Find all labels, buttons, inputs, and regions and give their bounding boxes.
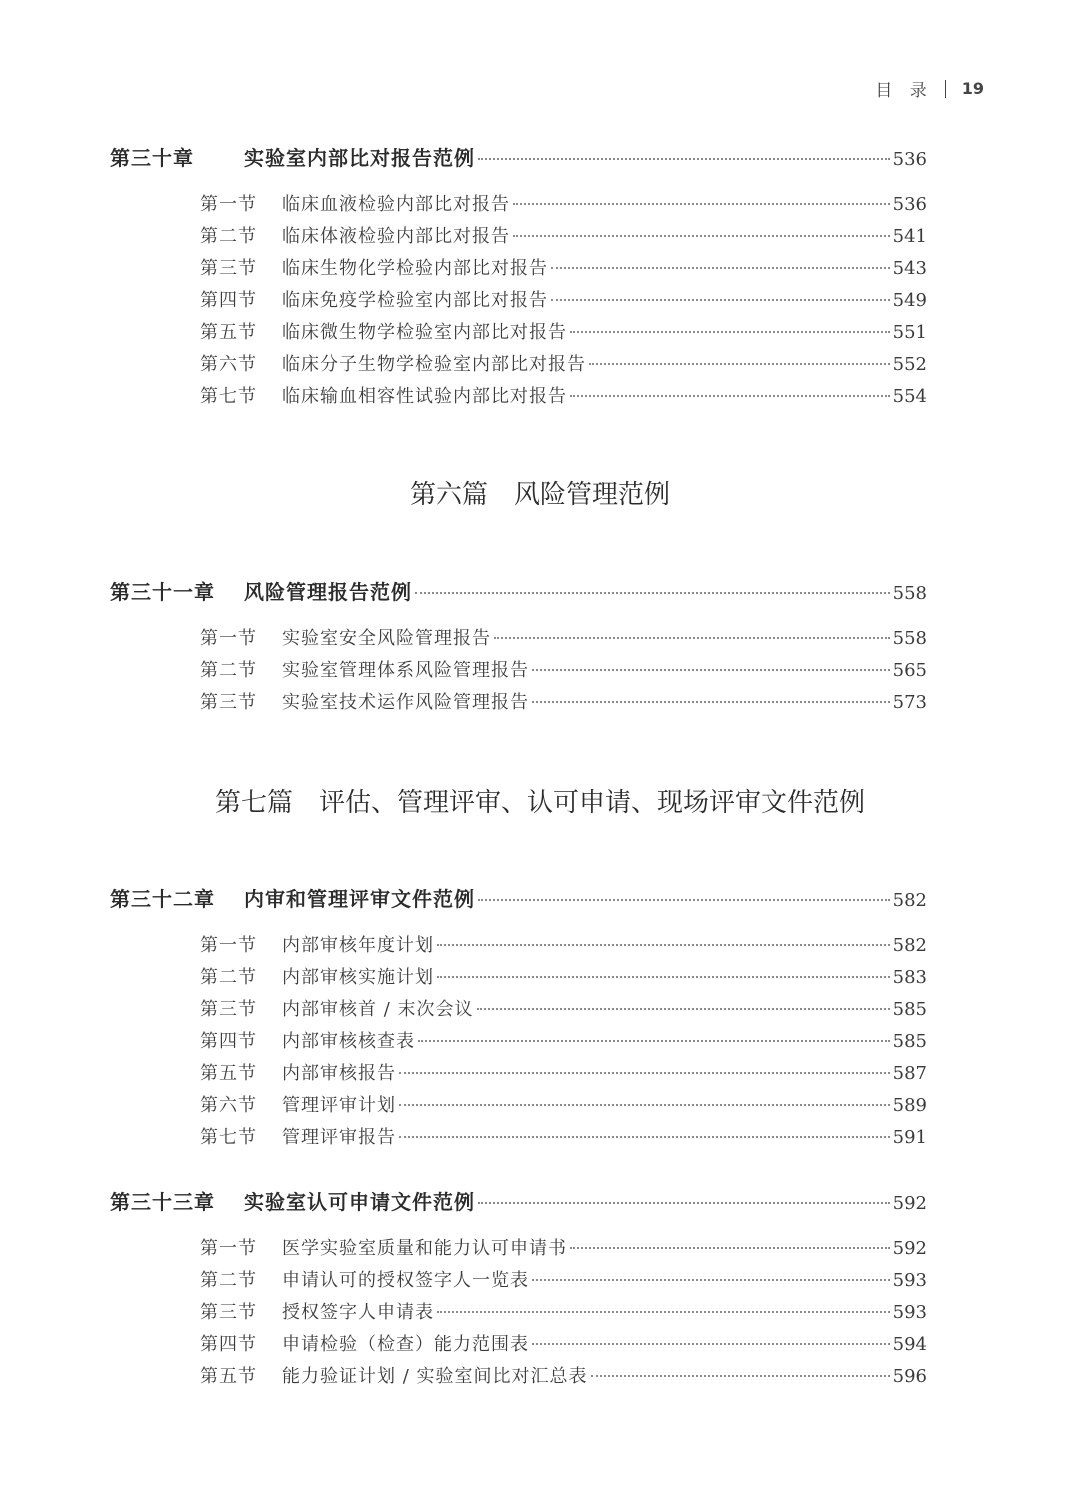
toc-section[interactable]: [200, 656, 927, 682]
leader-dots: [399, 1135, 890, 1138]
running-head-label: 目 录: [875, 81, 933, 101]
toc-section[interactable]: [200, 963, 927, 989]
toc-section[interactable]: [200, 1362, 927, 1388]
part-heading-7[interactable]: [0, 782, 1080, 819]
leader-dots: [570, 1246, 890, 1249]
section-number: 第五节: [200, 1063, 257, 1084]
toc-section[interactable]: [200, 318, 927, 344]
section-title: 实验室管理体系风险管理报告: [282, 660, 529, 681]
section-page: 582: [892, 935, 927, 956]
section-title: 临床体液检验内部比对报告: [282, 226, 510, 247]
section-number: 第二节: [200, 660, 257, 681]
leader-dots: [418, 1039, 890, 1042]
toc-section[interactable]: [200, 1266, 927, 1292]
section-number: 第五节: [200, 1366, 257, 1387]
section-page: 585: [892, 999, 927, 1020]
section-number: 第二节: [200, 967, 257, 988]
toc-section[interactable]: [200, 1123, 927, 1149]
section-page: 558: [892, 628, 927, 649]
section-number: 第四节: [200, 290, 257, 311]
section-title: 临床分子生物学检验室内部比对报告: [282, 354, 586, 375]
part-title: 风险管理范例: [514, 480, 671, 510]
leader-dots: [532, 700, 890, 703]
leader-dots: [589, 362, 890, 365]
toc-section[interactable]: [200, 1330, 927, 1356]
part-number: 第七篇: [214, 788, 293, 818]
part-number: 第六篇: [409, 480, 488, 510]
leader-dots: [591, 1374, 890, 1377]
toc-section[interactable]: [200, 931, 927, 957]
toc-section[interactable]: [200, 1298, 927, 1324]
leader-dots: [399, 1071, 890, 1074]
chapter-page: 536: [892, 149, 927, 170]
section-title: 临床血液检验内部比对报告: [282, 194, 510, 215]
leader-dots: [415, 591, 890, 594]
section-number: 第二节: [200, 226, 257, 247]
toc-section[interactable]: [200, 286, 927, 312]
section-number: 第四节: [200, 1031, 257, 1052]
toc-chapter-32[interactable]: [110, 883, 927, 912]
section-page: 536: [892, 194, 927, 215]
section-page: 543: [892, 258, 927, 279]
section-title: 内部审核核查表: [282, 1031, 415, 1052]
chapter-number: 第三十三章: [110, 1190, 215, 1214]
section-number: 第七节: [200, 1127, 257, 1148]
section-page: 573: [892, 692, 927, 713]
toc-section[interactable]: [200, 995, 927, 1021]
leader-dots: [437, 1310, 890, 1313]
chapter-title: 风险管理报告范例: [244, 580, 412, 604]
chapter-title: 内审和管理评审文件范例: [244, 887, 475, 911]
toc-chapter-33[interactable]: [110, 1186, 927, 1215]
section-number: 第三节: [200, 1302, 257, 1323]
leader-dots: [477, 1007, 890, 1010]
section-number: 第三节: [200, 692, 257, 713]
section-title: 管理评审计划: [282, 1095, 396, 1116]
section-page: 591: [892, 1127, 927, 1148]
section-page: 593: [892, 1270, 927, 1291]
section-title: 实验室技术运作风险管理报告: [282, 692, 529, 713]
leader-dots: [478, 1201, 890, 1204]
section-number: 第一节: [200, 935, 257, 956]
section-title: 实验室安全风险管理报告: [282, 628, 491, 649]
section-number: 第四节: [200, 1334, 257, 1355]
section-title: 内部审核实施计划: [282, 967, 434, 988]
chapter-number: 第三十一章: [110, 580, 215, 604]
leader-dots: [437, 975, 890, 978]
toc-section[interactable]: [200, 1059, 927, 1085]
section-page: 554: [892, 386, 927, 407]
section-page: 587: [892, 1063, 927, 1084]
section-page: 593: [892, 1302, 927, 1323]
running-head: [875, 76, 984, 101]
section-title: 申请认可的授权签字人一览表: [282, 1270, 529, 1291]
leader-dots: [494, 636, 890, 639]
toc-section[interactable]: [200, 1091, 927, 1117]
leader-dots: [478, 157, 890, 160]
section-number: 第六节: [200, 1095, 257, 1116]
chapter-page: 582: [892, 890, 927, 911]
toc-section[interactable]: [200, 382, 927, 408]
leader-dots: [437, 943, 890, 946]
section-title: 能力验证计划 / 实验室间比对汇总表: [282, 1366, 588, 1387]
section-number: 第七节: [200, 386, 257, 407]
section-number: 第二节: [200, 1270, 257, 1291]
section-number: 第五节: [200, 322, 257, 343]
toc-section[interactable]: [200, 624, 927, 650]
chapter-number: 第三十二章: [110, 887, 215, 911]
leader-dots: [551, 298, 890, 301]
toc-section[interactable]: [200, 1027, 927, 1053]
leader-dots: [551, 266, 890, 269]
chapter-title: 实验室认可申请文件范例: [244, 1190, 475, 1214]
toc-section[interactable]: [200, 254, 927, 280]
section-number: 第三节: [200, 999, 257, 1020]
section-title: 申请检验（检查）能力范围表: [282, 1334, 529, 1355]
section-title: 内部审核报告: [282, 1063, 396, 1084]
leader-dots: [399, 1103, 890, 1106]
toc-section[interactable]: [200, 350, 927, 376]
section-title: 临床微生物学检验室内部比对报告: [282, 322, 567, 343]
section-number: 第三节: [200, 258, 257, 279]
section-page: 585: [892, 1031, 927, 1052]
section-number: 第一节: [200, 1238, 257, 1259]
section-title: 医学实验室质量和能力认可申请书: [282, 1238, 567, 1259]
section-page: 592: [892, 1238, 927, 1259]
section-number: 第六节: [200, 354, 257, 375]
section-title: 内部审核首 / 末次会议: [282, 999, 474, 1020]
page-number: 19: [961, 79, 984, 98]
leader-dots: [513, 202, 890, 205]
leader-dots: [532, 1278, 890, 1281]
section-title: 临床输血相容性试验内部比对报告: [282, 386, 567, 407]
leader-dots: [532, 1342, 890, 1345]
leader-dots: [570, 394, 890, 397]
leader-dots: [513, 234, 890, 237]
toc-section[interactable]: [200, 688, 927, 714]
running-head-divider: [945, 80, 946, 98]
section-title: 管理评审报告: [282, 1127, 396, 1148]
leader-dots: [570, 330, 890, 333]
chapter-page: 592: [892, 1193, 927, 1214]
section-title: 临床生物化学检验内部比对报告: [282, 258, 548, 279]
toc-section[interactable]: [200, 222, 927, 248]
toc-chapter-30[interactable]: [110, 142, 927, 171]
toc-chapter-31[interactable]: [110, 576, 927, 605]
chapter-title: 实验室内部比对报告范例: [244, 146, 475, 170]
section-title: 授权签字人申请表: [282, 1302, 434, 1323]
part-heading-6[interactable]: [0, 474, 1080, 511]
section-title: 内部审核年度计划: [282, 935, 434, 956]
chapter-page: 558: [892, 583, 927, 604]
leader-dots: [532, 668, 890, 671]
section-page: 589: [892, 1095, 927, 1116]
part-title: 评估、管理评审、认可申请、现场评审文件范例: [319, 788, 866, 818]
section-number: 第一节: [200, 194, 257, 215]
section-title: 临床免疫学检验室内部比对报告: [282, 290, 548, 311]
section-page: 551: [892, 322, 927, 343]
section-page: 552: [892, 354, 927, 375]
chapter-number: 第三十章: [110, 146, 194, 170]
section-page: 549: [892, 290, 927, 311]
toc-section[interactable]: [200, 190, 927, 216]
leader-dots: [478, 898, 890, 901]
section-page: 596: [892, 1366, 927, 1387]
section-page: 594: [892, 1334, 927, 1355]
section-page: 565: [892, 660, 927, 681]
toc-section[interactable]: [200, 1234, 927, 1260]
section-number: 第一节: [200, 628, 257, 649]
section-page: 541: [892, 226, 927, 247]
section-page: 583: [892, 967, 927, 988]
